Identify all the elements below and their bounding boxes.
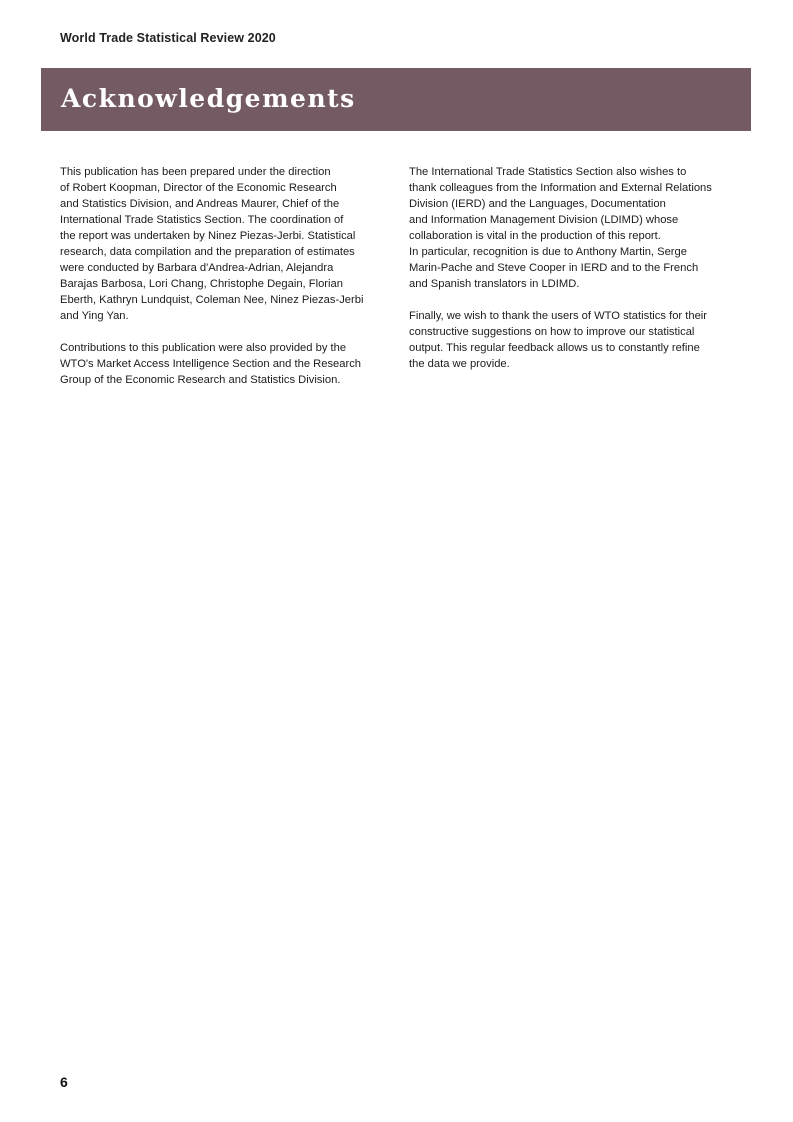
right-column <box>409 164 733 388</box>
page-number: 6 <box>60 1074 68 1090</box>
left-column <box>60 164 384 404</box>
text-line: the report was undertaken by Ninez Piezas-Jerbi. Statistical <box>60 230 356 242</box>
text-line: Contributions to this publication were also provided by the <box>60 342 347 354</box>
running-header: World Trade Statistical Review 2020 <box>60 31 276 45</box>
text-line: and Ying Yan. <box>60 310 129 322</box>
text-line: Finally, we wish to thank the users of WTO statistics for their <box>409 310 708 322</box>
text-line: were conducted by Barbara d'Andrea-Adrian, Alejandra <box>60 262 334 274</box>
left-paragraph-1 <box>60 164 384 324</box>
text-line: WTO's Market Access Intelligence Section and the Research <box>60 358 362 370</box>
text-line: of Robert Koopman, Director of the Economic Research <box>60 182 337 194</box>
text-line: In particular, recognition is due to Anthony Martin, Serge <box>409 246 687 258</box>
text-line: Barajas Barbosa, Lori Chang, Christophe Degain, Florian <box>60 278 343 290</box>
text-line: Marin-Pache and Steve Cooper in IERD and to the French <box>409 262 699 274</box>
text-line: Group of the Economic Research and Statistics Division. <box>60 374 341 386</box>
page-title: Acknowledgements <box>61 84 356 113</box>
text-line: This publication has been prepared under the direction <box>60 166 331 178</box>
text-line: International Trade Statistics Section. The coordination of <box>60 214 344 226</box>
text-line: research, data compilation and the preparation of estimates <box>60 246 355 258</box>
text-line: thank colleagues from the Information and External Relations <box>409 182 712 194</box>
right-paragraph-1 <box>409 164 733 292</box>
text-line: Eberth, Kathryn Lundquist, Coleman Nee, Ninez Piezas-Jerbi <box>60 294 364 306</box>
text-line: output. This regular feedback allows us to constantly refine <box>409 342 700 354</box>
left-paragraph-2 <box>60 340 384 388</box>
text-line: Division (IERD) and the Languages, Documentation <box>409 198 666 210</box>
right-paragraph-2 <box>409 308 733 372</box>
text-line: The International Trade Statistics Section also wishes to <box>409 166 687 178</box>
text-line: and Spanish translators in LDIMD. <box>409 278 580 290</box>
text-line: and Statistics Division, and Andreas Maurer, Chief of the <box>60 198 340 210</box>
text-line: the data we provide. <box>409 358 510 370</box>
text-line: constructive suggestions on how to improve our statistical <box>409 326 695 338</box>
text-line: collaboration is vital in the production of this report. <box>409 230 661 242</box>
text-line: and Information Management Division (LDIMD) whose <box>409 214 679 226</box>
title-band <box>41 68 751 131</box>
